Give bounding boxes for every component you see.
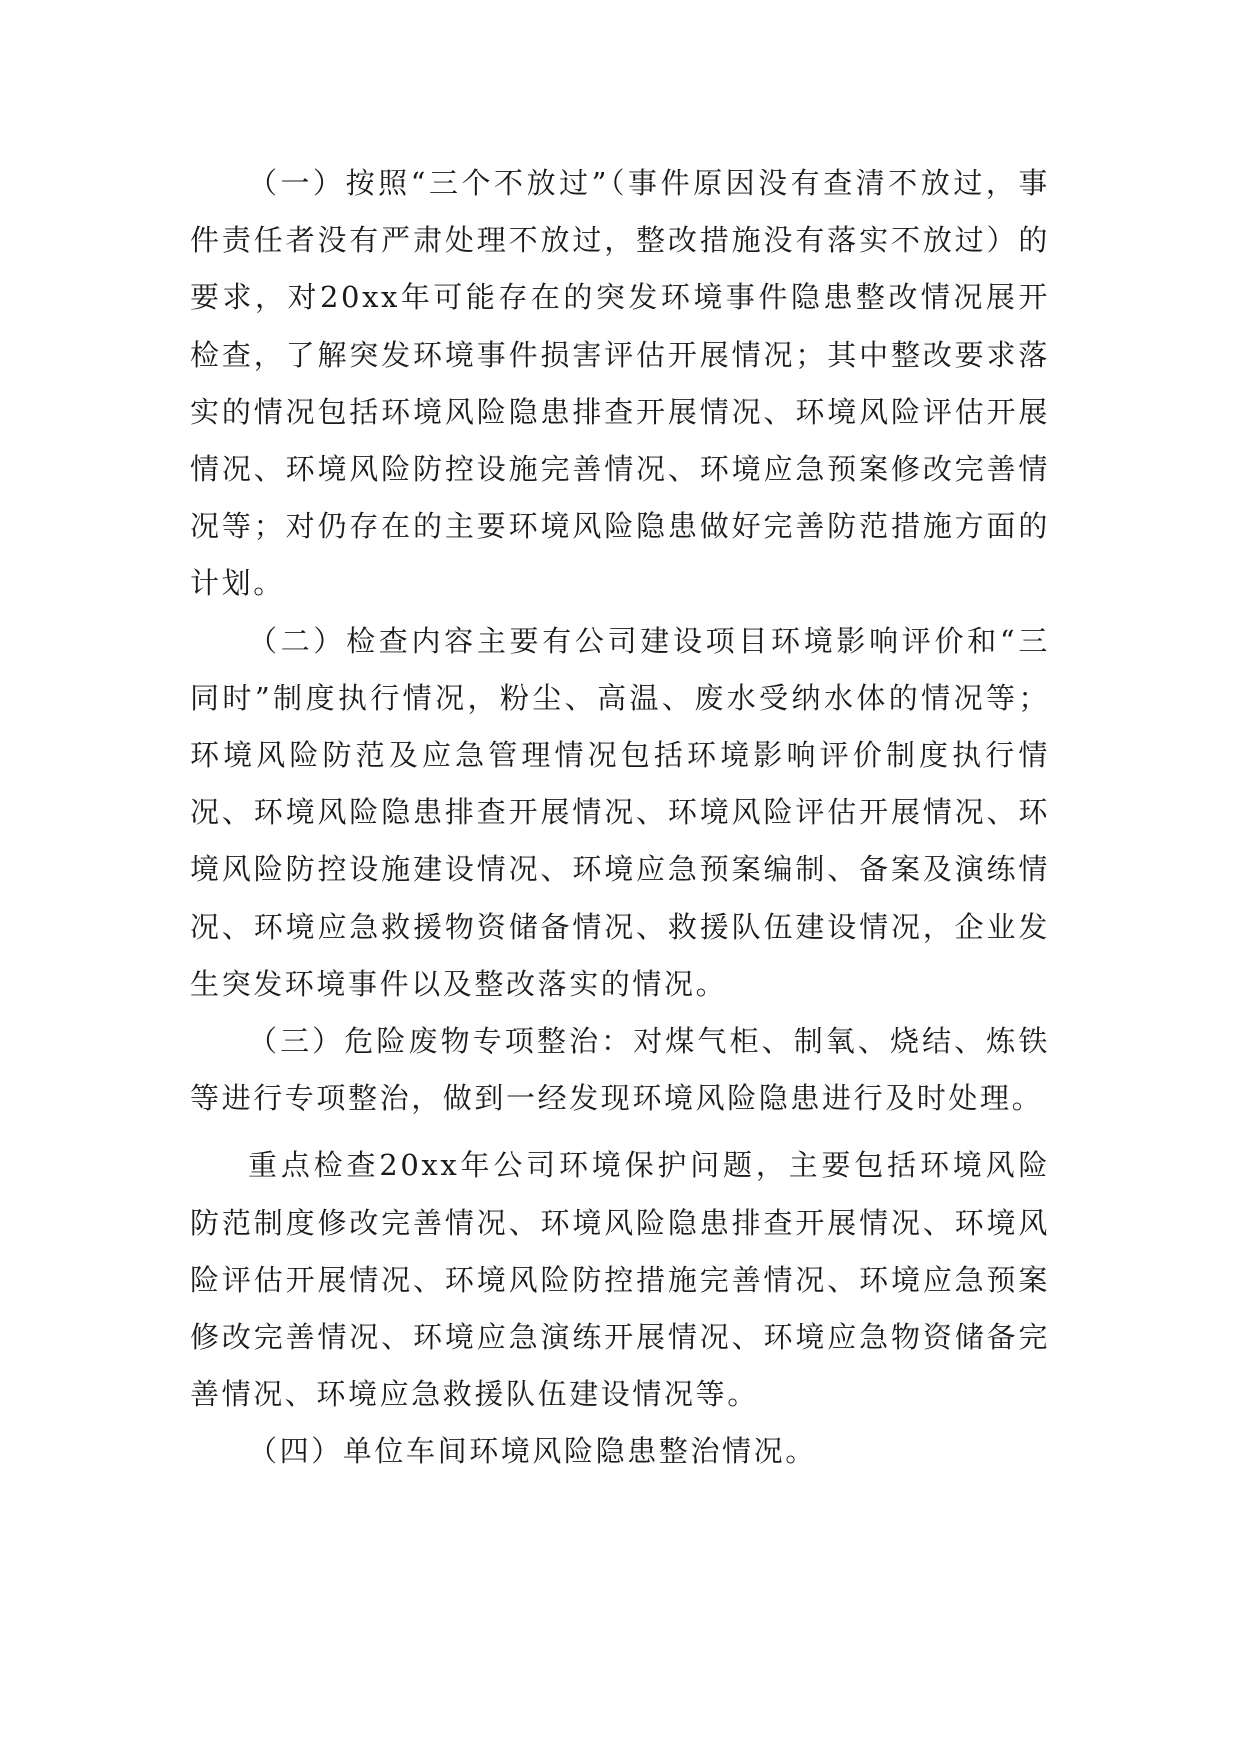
paragraph-item-2: （二）检查内容主要有公司建设项目环境影响评价和“三同时”制度执行情况，粉尘、高温、废水受纳水体的情况等；环境风险防范及应急管理情况包括环境影响评价制度执行情况、环境风险隐患排查开展情况、环境风险评估开展情况、环境风险防控设施建设情况、环境应急预案编制、备案及演练情况、环境应急救援物资储备情况、救援队伍建设情况，企业发生突发环境事件以及整改落实的情况。 [190, 623, 1050, 1001]
paragraph-item-3: （三）危险废物专项整治：对煤气柜、制氧、烧结、炼铁等进行专项整治，做到一经发现环境风险隐患进行及时处理。 [190, 1024, 1050, 1116]
paragraph-item-5: （四）单位车间环境风险隐患整治情况。 [248, 1434, 817, 1469]
paragraph-item-1: （一）按照“三个不放过”（事件原因没有查清不放过，事件责任者没有严肃处理不放过，整改措施没有落实不放过）的要求，对20xx年可能存在的突发环境事件隐患整改情况展开检查，了解突发环境事件损害评估开展情况；其中整改要求落实的情况包括环境风险隐患排查开展情况、环境风险评估开展情况、环境风险防控设施完善情况、环境应急预案修改完善情况等；对仍存在的主要环境风险隐患做好完善防范措施方面的计划。 [190, 166, 1050, 601]
document-body [190, 155, 1050, 1481]
paragraph-item-4: 重点检查20xx年公司环境保护问题，主要包括环境风险防范制度修改完善情况、环境风险隐患排查开展情况、环境风险评估开展情况、环境风险防控措施完善情况、环境应急预案修改完善情况、环境应急演练开展情况、环境应急物资储备完善情况、环境应急救援队伍建设情况等。 [190, 1148, 1050, 1412]
